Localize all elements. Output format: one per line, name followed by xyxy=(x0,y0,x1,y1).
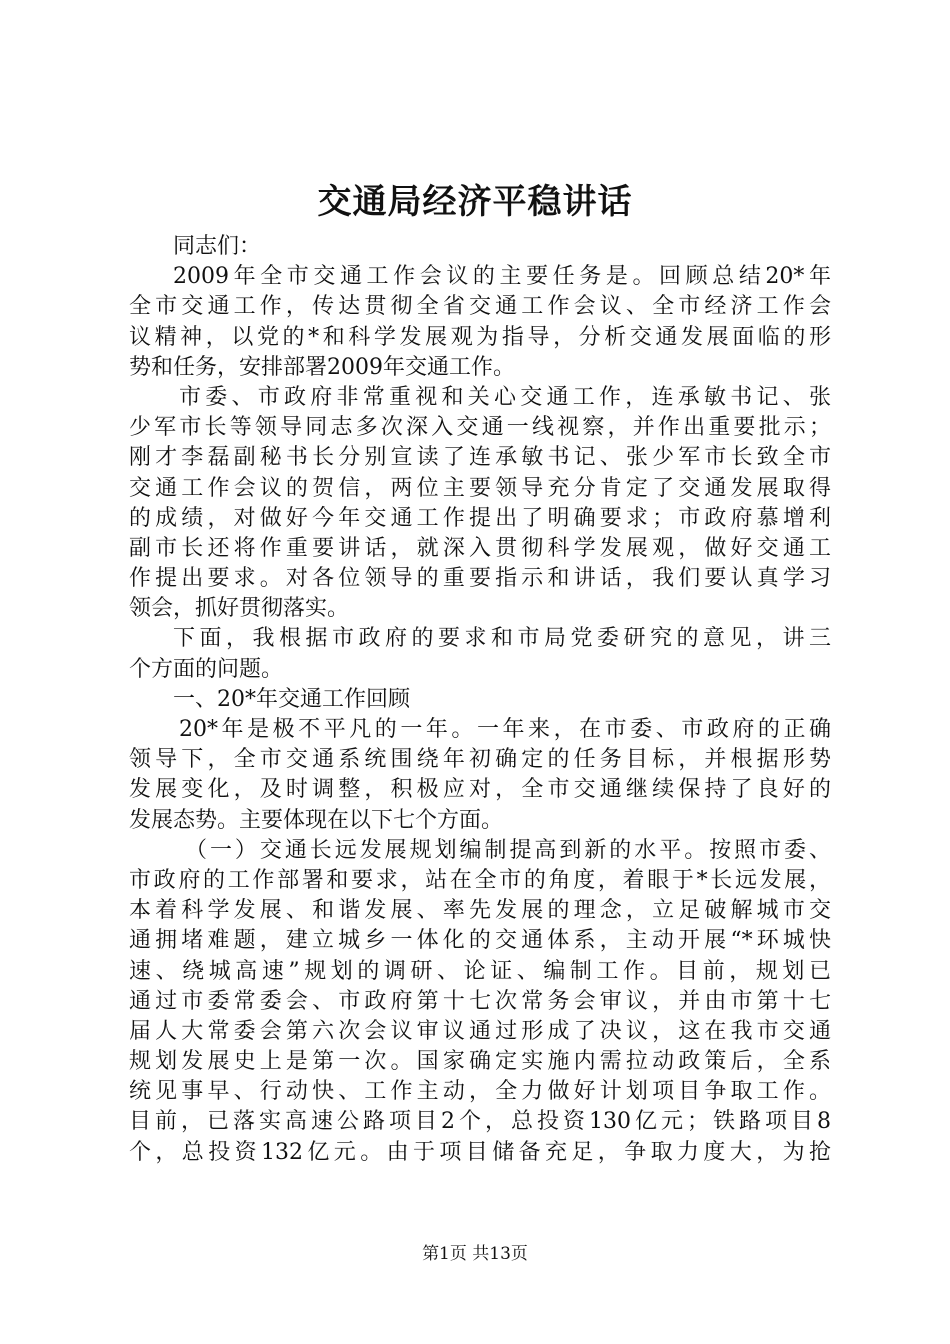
body-line: （一）交通长远发展规划编制提高到新的水平。按照市委、 xyxy=(185,837,831,863)
body-line: 通拥堵难题，建立城乡一体化的交通体系，主动开展“*环城快 xyxy=(129,928,831,954)
body-line: 刚才李磊副秘书长分别宣读了连承敏书记、张少军市长致全市 xyxy=(129,445,831,471)
body-line: 市政府的工作部署和要求，站在全市的角度，着眼于*长远发展， xyxy=(129,867,831,893)
body-line: 速、绕城高速”规划的调研、论证、编制工作。目前，规划已 xyxy=(129,958,831,984)
body-line: 通过市委常委会、市政府第十七次常务会审议，并由市第十七 xyxy=(129,988,831,1014)
body-line: 个方面的问题。 xyxy=(129,656,284,682)
body-line: 领导下，全市交通系统围绕年初确定的任务目标，并根据形势 xyxy=(129,747,831,773)
document-body xyxy=(129,232,831,1168)
body-line: 全市交通工作，传达贯彻全省交通工作会议、全市经济工作会 xyxy=(129,294,831,320)
body-line: 目前，已落实高速公路项目2个，总投资130亿元；铁路项目8 xyxy=(129,1109,831,1135)
body-line: 本着科学发展、和谐发展、率先发展的理念，立足破解城市交 xyxy=(129,898,831,924)
page-footer: 第1页 共13页 xyxy=(422,1244,528,1264)
body-line: 届人大常委会第六次会议审议通过形成了决议，这在我市交通 xyxy=(129,1018,831,1044)
body-line: 势和任务，安排部署2009年交通工作。 xyxy=(129,354,515,380)
body-line: 个，总投资132亿元。由于项目储备充足，争取力度大，为抢 xyxy=(129,1139,831,1165)
document-title: 交通局经济平稳讲话 xyxy=(317,182,633,222)
body-line: 交通工作会议的贺信，两位主要领导充分肯定了交通发展取得 xyxy=(129,475,831,501)
body-line: 发展态势。主要体现在以下七个方面。 xyxy=(129,807,504,833)
body-line: 2009年全市交通工作会议的主要任务是。回顾总结20*年 xyxy=(173,264,831,290)
body-line: 发展变化，及时调整，积极应对，全市交通继续保持了良好的 xyxy=(129,777,831,803)
body-line: 少军市长等领导同志多次深入交通一线视察，并作出重要批示； xyxy=(129,415,831,441)
body-line: 统见事早、行动快、工作主动，全力做好计划项目争取工作。 xyxy=(129,1079,831,1105)
body-line: 规划发展史上是第一次。国家确定实施内需拉动政策后，全系 xyxy=(129,1049,831,1075)
body-line: 议精神，以党的*和科学发展观为指导，分析交通发展面临的形 xyxy=(129,324,831,350)
body-line: 下面，我根据市政府的要求和市局党委研究的意见，讲三 xyxy=(173,626,831,652)
body-line: 领会，抓好贯彻落实。 xyxy=(129,596,350,622)
body-line: 副市长还将作重要讲话，就深入贯彻科学发展观，做好交通工 xyxy=(129,535,831,561)
section-heading: 一、20*年交通工作回顾 xyxy=(173,686,410,712)
body-line: 的成绩，对做好今年交通工作提出了明确要求；市政府慕增利 xyxy=(129,505,831,531)
salutation-line: 同志们： xyxy=(173,234,262,259)
body-line: 20*年是极不平凡的一年。一年来，在市委、市政府的正确 xyxy=(179,717,831,742)
body-line: 作提出要求。对各位领导的重要指示和讲话，我们要认真学习 xyxy=(129,566,831,592)
body-line: 市委、市政府非常重视和关心交通工作，连承敏书记、张 xyxy=(179,384,831,410)
